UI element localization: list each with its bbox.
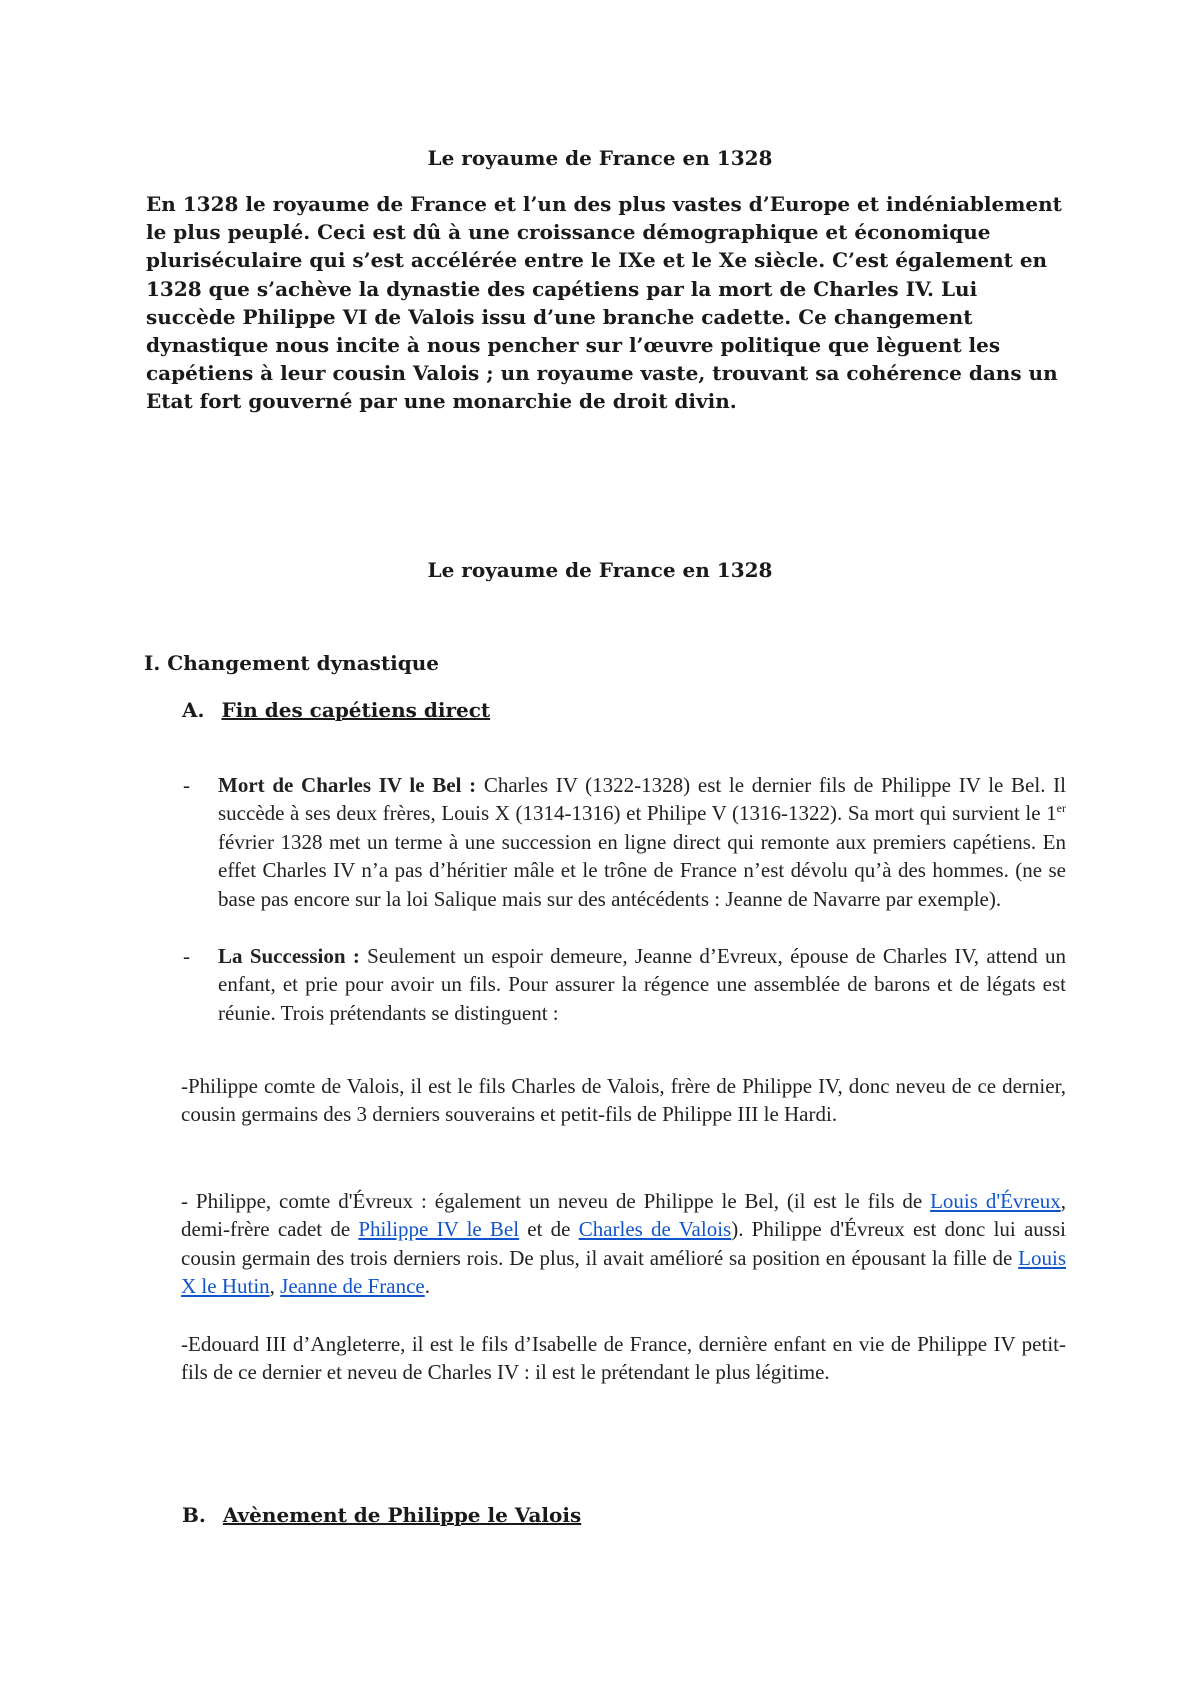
outline-title: Le royaume de France en 1328 [427,558,773,582]
link-louis-x[interactable]: Louis X le Hutin [181,1245,1066,1299]
subsection-a-letter: A. [182,698,205,722]
evreux-text-1: - Philippe, comte d'Évreux : également un neveu de Philippe le Bel, (il est le fils de [181,1189,931,1213]
introduction-paragraph: En 1328 le royaume de France et l’un des plus vastes d’Europe et indéniablement le plus peuplé. Ceci est dû à une croissance démographique et économique pluriséculaire qui s’est accélérée entre le IXe et le Xe siècle. C’est également en 1328 que s’achève la dynastie des capétiens par la mort de Charles IV. Lui succède Philippe VI de Valois issu d’une branche cadette. Ce changement dynastique nous incite à nous pencher sur l’œuvre politique que lèguent les capétiens à leur cousin Valois ; un royaume vaste, trouvant sa cohérence dans un Etat fort gouverné par une monarchie de droit divin. [146,192,1062,414]
section-heading-1: I. Changement dynastique [144,651,440,675]
bullet-marker: - [183,773,190,797]
evreux-text-5: , [269,1274,281,1299]
subsection-b [182,1503,581,1527]
evreux-text-4: ). Philippe d'Évreux est donc lui aussi cousin germain des trois derniers rois. De plus, il avait amélioré sa position en épousant la fille de [181,1217,1066,1270]
bullet-2-text: Seulement un espoir demeure, Jeanne d’Evreux, épouse de Charles IV, attend un enfant, et prie pour avoir un fils. Pour assurer la régence une assemblée de barons et de légats est réunie. Trois prétendants se distinguent : [218,944,1066,1025]
evreux-text-3: et de [519,1217,579,1242]
subsection-b-letter: B. [182,1503,206,1527]
bullet-2-bold: La Succession : [218,944,360,968]
link-louis-evreux[interactable]: Louis d'Évreux [930,1189,1061,1213]
subsection-b-label: Avènement de Philippe le Valois [222,1503,582,1527]
paragraph-edouard-iii: -Edouard III d’Angleterre, il est le fils d’Isabelle de France, dernière enfant en vie de Philippe IV petit-fils de ce dernier et neveu de Charles IV : il est le prétendant le plus légitime. [181,1332,1066,1385]
document-title: Le royaume de France en 1328 [427,146,773,170]
bullet-1-text-b: février 1328 met un terme à une succession en ligne direct qui remonte aux premiers capétiens. En effet Charles IV n’a pas d’héritier mâle et le trône de France n’est dévolu qu’à des hommes. (ne se base pas encore sur la loi Salique mais sur des antécédents : Jeanne de Navarre par exemple). [218,829,1066,911]
bullet-marker: - [183,944,190,968]
subsection-a [182,698,490,722]
subsection-a-label: Fin des capétiens direct [221,698,491,722]
paragraph-philippe-valois: -Philippe comte de Valois, il est le fils Charles de Valois, frère de Philippe IV, donc neveu de ce dernier, cousin germains des 3 derniers souverains et petit-fils de Philippe III le Hardi. [181,1074,1066,1127]
paragraph-philippe-evreux [181,1187,1066,1301]
link-jeanne-de-france[interactable]: Jeanne de France [280,1274,425,1299]
bullet-1-sup: er [1056,801,1066,816]
bullet-mort-de-charles [218,771,1066,913]
bullet-1-bold: Mort de Charles IV le Bel : [218,773,477,797]
evreux-text-2: , demi-frère cadet de [181,1189,1066,1242]
evreux-text-6: . [424,1274,430,1299]
bullet-1-text-a: Charles IV (1322-1328) est le dernier fils de Philippe IV le Bel. Il succède à ses deux frères, Louis X (1314-1316) et Philipe V (1316-1322). Sa mort qui survient le 1 [218,773,1066,826]
link-philippe-iv[interactable]: Philippe IV le Bel [358,1217,520,1242]
link-charles-de-valois[interactable]: Charles de Valois [578,1217,732,1242]
bullet-la-succession [218,942,1066,1027]
